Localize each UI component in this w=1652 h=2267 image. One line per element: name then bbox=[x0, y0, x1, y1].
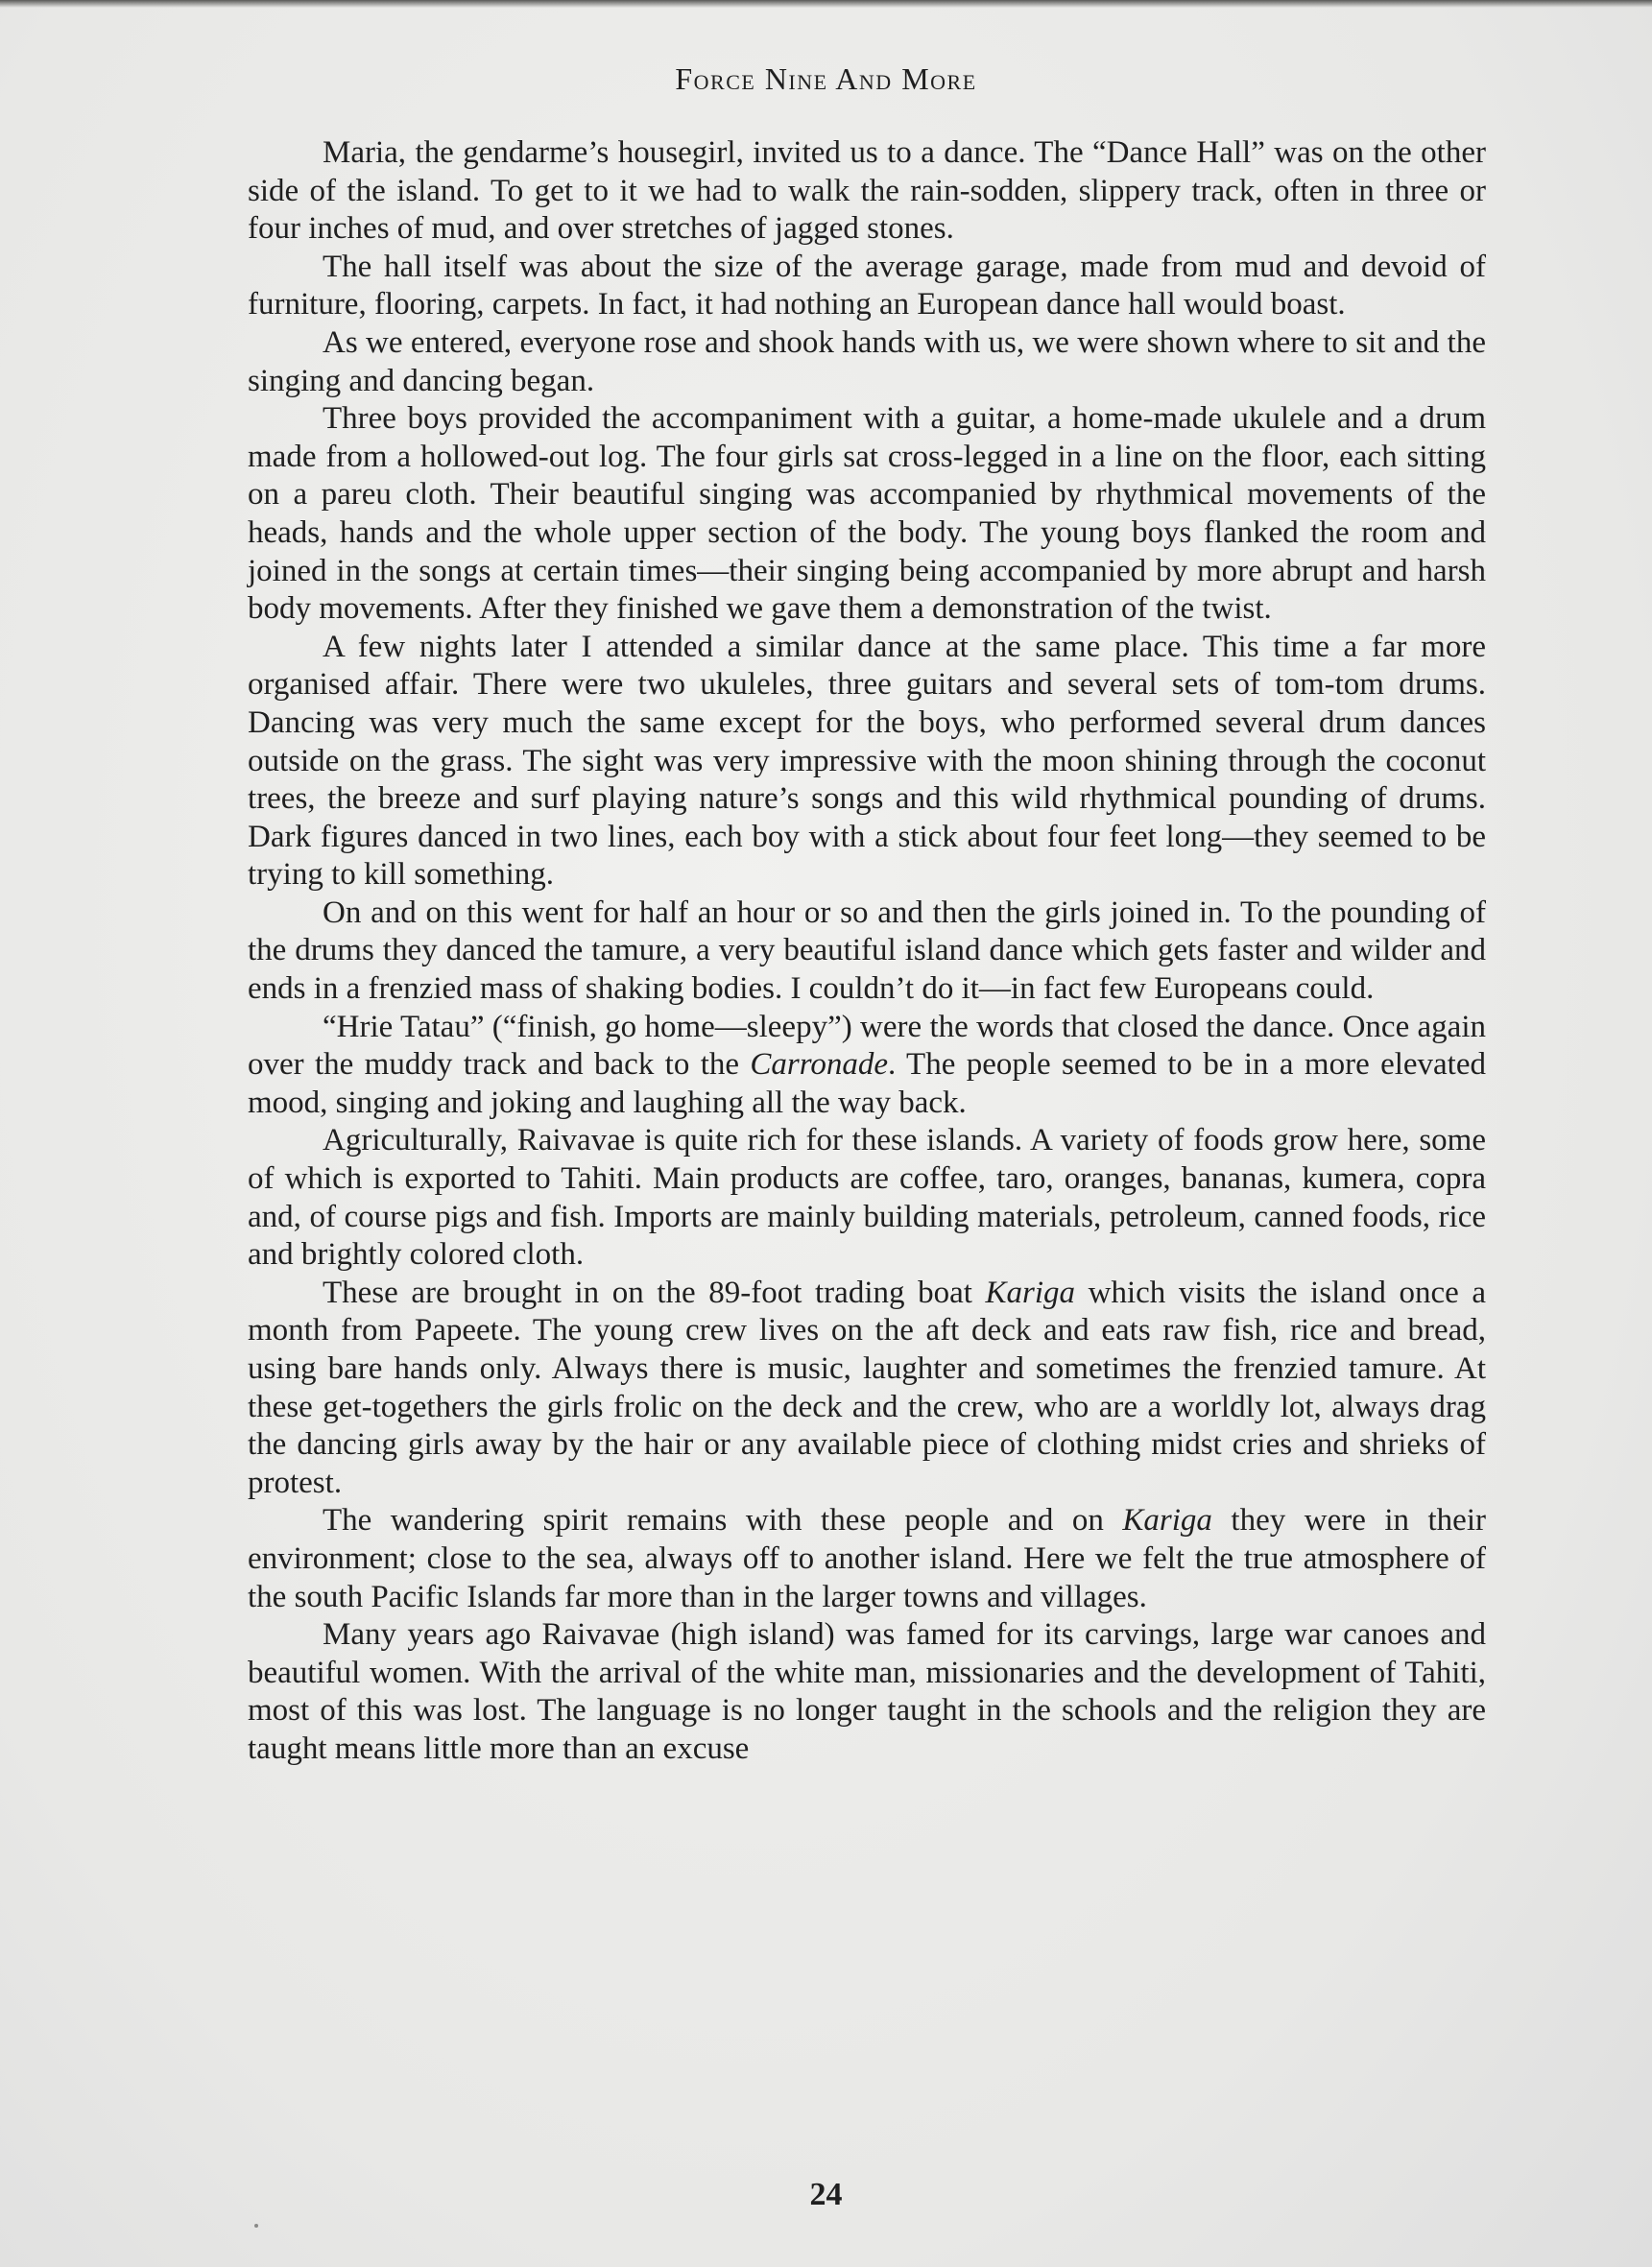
paragraph-6: On and on this went for half an hour or so and then the girls joined in. To the pounding of the drums they danced the tamure, a very beautiful island dance which gets faster and wilder and ends in a frenzied mass of shaking bodies. I couldn’t do it—in fact few Europeans could. bbox=[248, 895, 1486, 1007]
boat-name-kariga-2: Kariga bbox=[1122, 1503, 1212, 1539]
page-top-edge bbox=[0, 0, 1652, 8]
paragraph-5: A few nights later I attended a similar dance at the same place. This time a far more organised affair. There were two ukuleles, three guitars and several sets of tom-tom drums. Dancing was very much the same except for the boys, who performed several drum dances outside on the grass. The sight was very impressive with the moon shining through the coconut trees, the breeze and surf playing nature’s songs and this wild rhythmical pounding of drums. Dark figures danced in two lines, each boy with a stick about four feet long—they seemed to be trying to kill something. bbox=[248, 629, 1486, 893]
paragraph-2: The hall itself was about the size of the average garage, made from mud and devoid of furniture, flooring, carpets. In fact, it had nothing an European dance hall would boast. bbox=[248, 249, 1486, 322]
paragraph-4: Three boys provided the accompaniment with a guitar, a home-made ukulele and a drum made from a hollowed-out log. The four girls sat cross-legged in a line on the floor, each sitting on a pareu cloth. Their beautiful singing was accompanied by rhythmical movements of the heads, hands and the whole upper section of the body. The young boys flanked the room and joined in the songs at certain times—their singing being accompanied by more abrupt and harsh body movements. After they finished we gave them a demonstration of the twist. bbox=[248, 401, 1486, 627]
paragraph-8: Agriculturally, Raivavae is quite rich for these islands. A variety of foods grow here, some of which is exported to Tahiti. Main products are coffee, taro, oranges, bananas, kumera, copra and, of course pigs and fish. Imports are mainly building materials, petroleum, canned foods, rice and brightly colored cloth. bbox=[248, 1123, 1486, 1273]
paragraph-3: As we entered, everyone rose and shook hands with us, we were shown where to sit and the singing and dancing began. bbox=[248, 324, 1486, 398]
paragraph-9-text-a: These are brought in on the 89-foot trading boat bbox=[323, 1275, 986, 1310]
boat-name-carronade: Carronade bbox=[750, 1047, 889, 1083]
running-head: Force Nine And More bbox=[675, 61, 977, 96]
paragraph-10-text-a: The wandering spirit remains with these people and on bbox=[323, 1503, 1123, 1539]
page-number: 24 bbox=[809, 2177, 843, 2212]
paragraph-7-text-a: “Hrie Tatau” (“finish, go home—sleepy”) were the words that closed the dance. Once again over the muddy track and back to the bbox=[248, 1009, 1486, 1083]
paragraph-10 bbox=[248, 1502, 1486, 1616]
paragraph-1: Maria, the gendarme’s housegirl, invited us to a dance. The “Dance Hall” was on the other side of the island. To get to it we had to walk the rain-sodden, slippery track, often in three or four inches of mud, and over stretches of jagged stones. bbox=[248, 135, 1486, 247]
paragraph-9-text-b: which visits the island once a month from Papeete. The young crew lives on the aft deck and eats raw fish, rice and bread, using bare hands only. Always there is music, laughter and sometimes the frenzied tamure. At these get-togethers the girls frolic on the deck and the crew, who are a worldly lot, always drag the dancing girls away by the hair or any available piece of clothing midst cries and shrieks of protest. bbox=[248, 1275, 1487, 1500]
paragraph-9 bbox=[248, 1275, 1486, 1503]
paragraph-7-text-b: . The people seemed to be in a more elevated mood, singing and joking and laughing all the way back. bbox=[248, 1047, 1486, 1120]
paragraph-10-text-b: they were in their environment; close to the sea, always off to another island. Here we felt the true atmosphere of the south Pacific Islands far more than in the larger towns and villages. bbox=[248, 1503, 1486, 1614]
body-text bbox=[248, 134, 1486, 1769]
paragraph-11: Many years ago Raivavae (high island) was famed for its carvings, large war canoes and beautiful women. With the arrival of the white man, missionaries and the development of Tahiti, most of this was lost. The language is no longer taught in the schools and the religion they are taught means little more than an excuse bbox=[248, 1617, 1486, 1766]
paragraph-7 bbox=[248, 1009, 1486, 1123]
paper-speck bbox=[254, 2224, 258, 2228]
boat-name-kariga: Kariga bbox=[985, 1275, 1076, 1310]
